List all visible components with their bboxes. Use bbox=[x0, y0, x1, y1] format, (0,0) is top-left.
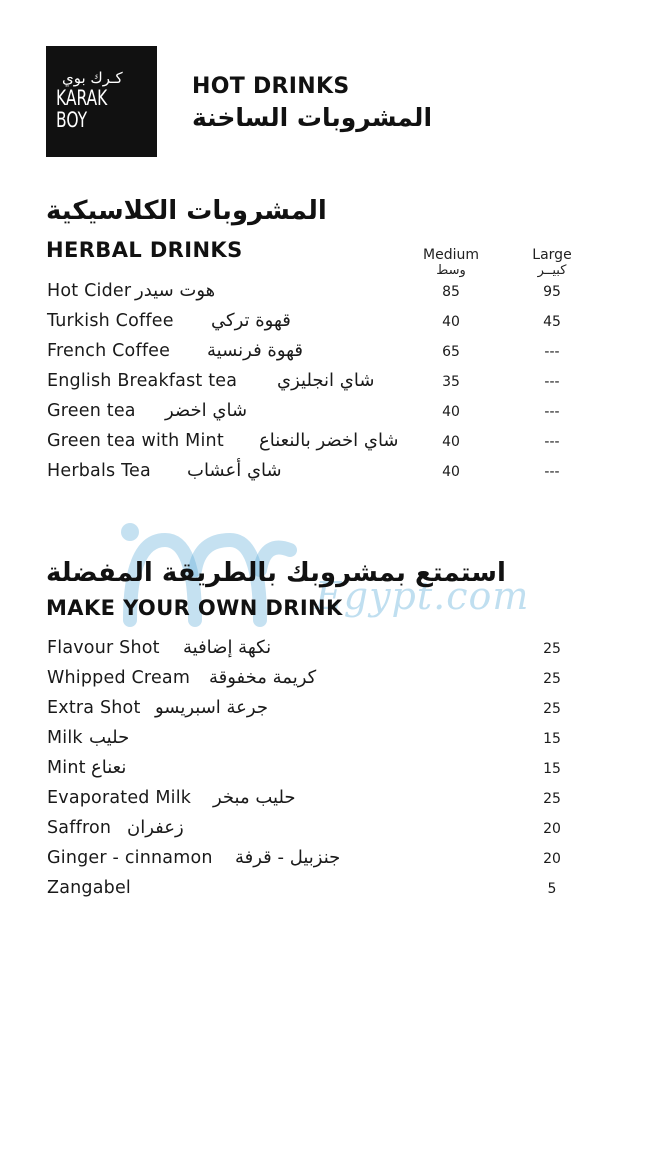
item-price: 15 bbox=[543, 731, 561, 747]
section-custom-title: MAKE YOUR OWN DRINK bbox=[46, 596, 343, 620]
item-name: Evaporated Milk bbox=[47, 788, 192, 808]
logo-line-2: BOY bbox=[56, 108, 88, 132]
menu-item bbox=[47, 818, 607, 848]
section-custom-title-arabic: استمتع بمشروبك بالطريقة المفضلة bbox=[46, 558, 506, 588]
item-name: Turkish Coffee bbox=[47, 311, 174, 331]
menu-item bbox=[47, 281, 607, 311]
item-name: Green tea with Mint bbox=[47, 431, 224, 451]
item-name-arabic: حليب bbox=[89, 727, 130, 748]
page-title: HOT DRINKS bbox=[192, 74, 350, 99]
item-price: 15 bbox=[543, 761, 561, 777]
item-name-arabic: قهوة فرنسية bbox=[207, 340, 304, 361]
item-price-large: 95 bbox=[543, 284, 561, 300]
item-name-arabic: نكهة إضافية bbox=[183, 637, 272, 658]
menu-item bbox=[47, 758, 607, 788]
item-price-medium: 40 bbox=[442, 314, 460, 330]
item-name-arabic: شاي انجليزي bbox=[277, 370, 375, 391]
item-name: French Coffee bbox=[47, 341, 171, 361]
menu-item bbox=[47, 401, 607, 431]
item-name-arabic: هوت سيدر bbox=[135, 280, 216, 301]
page-title-arabic: المشروبات الساخنة bbox=[192, 103, 433, 132]
item-price: 20 bbox=[543, 851, 561, 867]
menu-item bbox=[47, 341, 607, 371]
item-name: Whipped Cream bbox=[47, 668, 191, 688]
item-price: 25 bbox=[543, 791, 561, 807]
item-price: 5 bbox=[547, 881, 557, 897]
column-header-medium-en: Medium bbox=[423, 247, 479, 263]
column-header-medium-ar: وسط bbox=[436, 263, 466, 278]
menu-item bbox=[47, 788, 607, 818]
item-price-medium: 40 bbox=[442, 404, 460, 420]
item-name: Zangabel bbox=[47, 878, 131, 898]
item-name: Flavour Shot bbox=[47, 638, 160, 658]
item-name-arabic: نعناع bbox=[91, 757, 127, 778]
menu-item bbox=[47, 668, 607, 698]
logo-line-1: KARAK bbox=[56, 86, 108, 110]
menu-item bbox=[47, 431, 607, 461]
menu-item bbox=[47, 461, 607, 491]
section-classic-title: HERBAL DRINKS bbox=[46, 238, 243, 262]
item-price-medium: 85 bbox=[442, 284, 460, 300]
item-price-medium: 40 bbox=[442, 464, 460, 480]
logo-arabic-text: كـرك بوي bbox=[62, 69, 123, 87]
item-price-medium: 65 bbox=[442, 344, 460, 360]
column-header-large-ar: كبيــر bbox=[537, 263, 567, 278]
item-price-large: 45 bbox=[543, 314, 561, 330]
item-name: Extra Shot bbox=[47, 698, 141, 718]
item-name: Herbals Tea bbox=[47, 461, 151, 481]
brand-logo bbox=[46, 46, 157, 157]
item-name: Saffron bbox=[47, 818, 112, 838]
item-name: Ginger - cinnamon bbox=[47, 848, 213, 868]
item-price: 25 bbox=[543, 671, 561, 687]
item-name: English Breakfast tea bbox=[47, 371, 238, 391]
column-header-medium bbox=[416, 247, 486, 279]
item-price: 25 bbox=[543, 641, 561, 657]
menu-item bbox=[47, 848, 607, 878]
item-price-large: --- bbox=[544, 344, 560, 360]
item-name-arabic: زعفران bbox=[127, 817, 184, 838]
menu-item bbox=[47, 371, 607, 401]
menu-item bbox=[47, 698, 607, 728]
item-name-arabic: قهوة تركي bbox=[211, 310, 291, 331]
item-price-medium: 35 bbox=[442, 374, 460, 390]
item-name: Green tea bbox=[47, 401, 136, 421]
item-name-arabic: كريمة مخفوقة bbox=[209, 667, 317, 688]
column-header-large bbox=[522, 247, 582, 279]
item-price: 20 bbox=[543, 821, 561, 837]
item-name-arabic: شاي اخضر bbox=[165, 400, 248, 421]
menu-item bbox=[47, 878, 607, 908]
item-price-large: --- bbox=[544, 464, 560, 480]
item-price-medium: 40 bbox=[442, 434, 460, 450]
item-price-large: --- bbox=[544, 404, 560, 420]
menu-item bbox=[47, 638, 607, 668]
item-name-arabic: شاي أعشاب bbox=[187, 460, 282, 481]
menu-item bbox=[47, 311, 607, 341]
item-name-arabic: شاي اخضر بالنعناع bbox=[259, 430, 399, 451]
column-header-large-en: Large bbox=[532, 247, 572, 263]
section-classic-title-arabic: المشروبات الكلاسيكية bbox=[46, 196, 327, 226]
menu-item bbox=[47, 728, 607, 758]
item-name: Milk bbox=[47, 728, 83, 748]
item-price-large: --- bbox=[544, 434, 560, 450]
item-price-large: --- bbox=[544, 374, 560, 390]
item-name: Hot Cider bbox=[47, 281, 132, 301]
watermark-text: Egypt.com bbox=[315, 574, 530, 618]
item-name-arabic: حليب مبخر bbox=[213, 787, 296, 808]
item-name-arabic: جنزبيل - قرفة bbox=[235, 847, 341, 868]
item-price: 25 bbox=[543, 701, 561, 717]
item-name-arabic: جرعة اسبريسو bbox=[155, 697, 268, 718]
item-name: Mint bbox=[47, 758, 86, 778]
